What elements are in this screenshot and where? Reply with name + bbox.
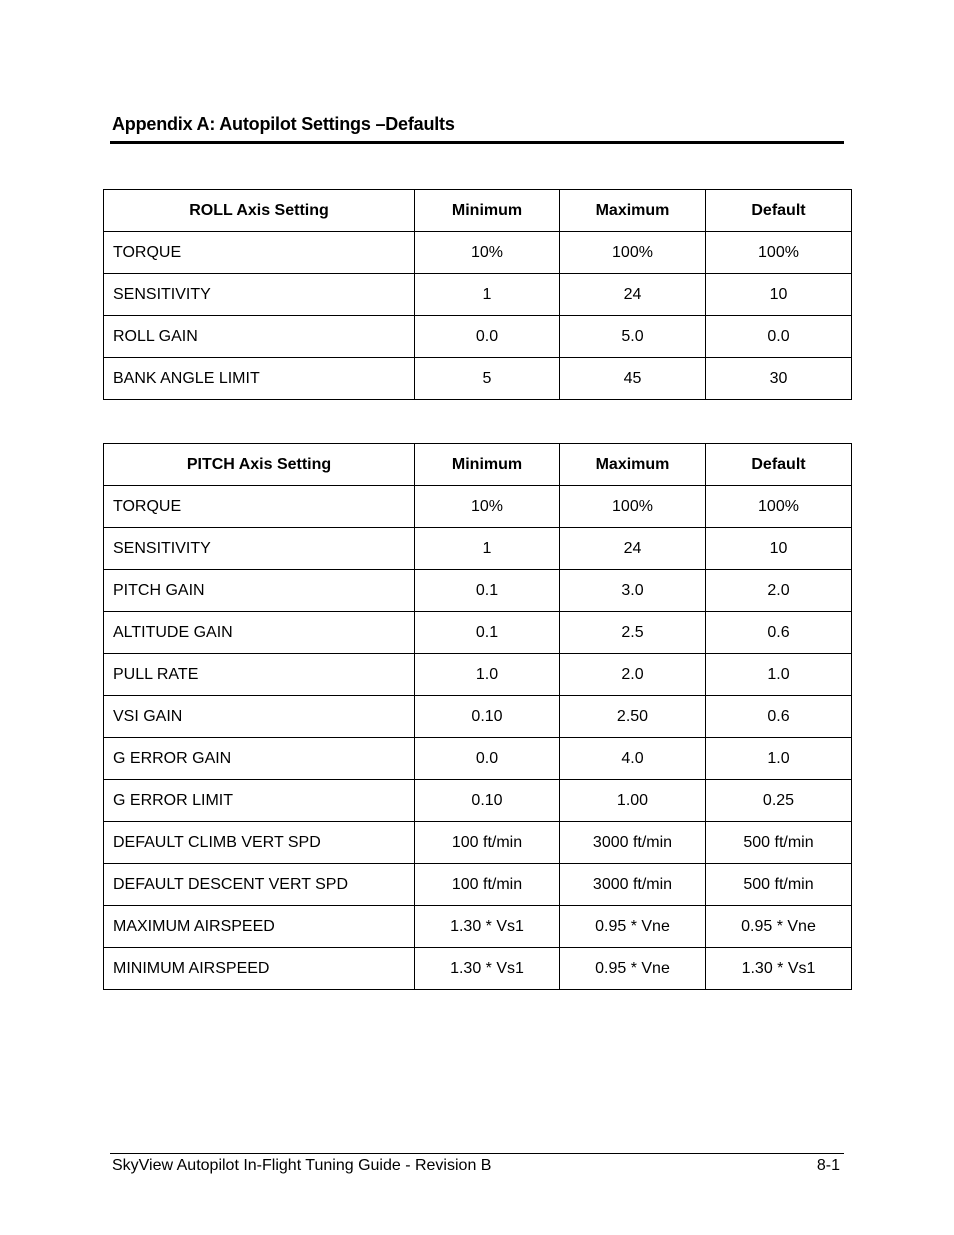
maximum-value: 2.0 — [560, 654, 706, 696]
minimum-value: 0.0 — [415, 738, 560, 780]
maximum-value: 24 — [560, 528, 706, 570]
minimum-value: 0.1 — [415, 612, 560, 654]
page-heading: Appendix A: Autopilot Settings –Defaults — [112, 114, 455, 134]
default-value: 1.0 — [706, 738, 852, 780]
setting-name: G ERROR GAIN — [104, 738, 415, 780]
table-row — [104, 612, 852, 654]
setting-name: MINIMUM AIRSPEED — [104, 948, 415, 990]
minimum-value: 0.10 — [415, 696, 560, 738]
table-row — [104, 274, 852, 316]
setting-name: DEFAULT DESCENT VERT SPD — [104, 864, 415, 906]
setting-name: G ERROR LIMIT — [104, 780, 415, 822]
table-row — [104, 654, 852, 696]
minimum-value: 0.0 — [415, 316, 560, 358]
default-value: 100% — [706, 232, 852, 274]
table-row — [104, 528, 852, 570]
setting-name: ROLL GAIN — [104, 316, 415, 358]
maximum-value: 0.95 * Vne — [560, 948, 706, 990]
table-header-row — [104, 444, 852, 486]
column-header-setting: ROLL Axis Setting — [104, 190, 415, 232]
minimum-value: 0.1 — [415, 570, 560, 612]
footer-divider — [110, 1153, 844, 1154]
setting-name: SENSITIVITY — [104, 528, 415, 570]
table-header-row — [104, 190, 852, 232]
minimum-value: 1 — [415, 528, 560, 570]
default-value: 500 ft/min — [706, 822, 852, 864]
setting-name: TORQUE — [104, 232, 415, 274]
table-row — [104, 948, 852, 990]
default-value: 0.95 * Vne — [706, 906, 852, 948]
default-value: 0.0 — [706, 316, 852, 358]
maximum-value: 3000 ft/min — [560, 822, 706, 864]
table-row — [104, 822, 852, 864]
minimum-value: 1.30 * Vs1 — [415, 906, 560, 948]
minimum-value: 0.10 — [415, 780, 560, 822]
default-value: 0.6 — [706, 612, 852, 654]
setting-name: TORQUE — [104, 486, 415, 528]
maximum-value: 3.0 — [560, 570, 706, 612]
setting-name: PITCH GAIN — [104, 570, 415, 612]
default-value: 10 — [706, 528, 852, 570]
default-value: 0.6 — [706, 696, 852, 738]
column-header-default: Default — [706, 444, 852, 486]
column-header-default: Default — [706, 190, 852, 232]
column-header-maximum: Maximum — [560, 444, 706, 486]
maximum-value: 4.0 — [560, 738, 706, 780]
table-row — [104, 316, 852, 358]
table-row — [104, 232, 852, 274]
minimum-value: 10% — [415, 486, 560, 528]
table-row — [104, 570, 852, 612]
maximum-value: 24 — [560, 274, 706, 316]
table-row — [104, 780, 852, 822]
maximum-value: 100% — [560, 486, 706, 528]
table-row — [104, 738, 852, 780]
column-header-setting: PITCH Axis Setting — [104, 444, 415, 486]
table-row — [104, 358, 852, 400]
maximum-value: 5.0 — [560, 316, 706, 358]
default-value: 1.30 * Vs1 — [706, 948, 852, 990]
default-value: 30 — [706, 358, 852, 400]
setting-name: DEFAULT CLIMB VERT SPD — [104, 822, 415, 864]
column-header-minimum: Minimum — [415, 444, 560, 486]
setting-name: ALTITUDE GAIN — [104, 612, 415, 654]
minimum-value: 5 — [415, 358, 560, 400]
minimum-value: 1.0 — [415, 654, 560, 696]
footer-title: SkyView Autopilot In-Flight Tuning Guide - Revision B — [112, 1157, 492, 1174]
setting-name: MAXIMUM AIRSPEED — [104, 906, 415, 948]
setting-name: SENSITIVITY — [104, 274, 415, 316]
maximum-value: 1.00 — [560, 780, 706, 822]
default-value: 10 — [706, 274, 852, 316]
default-value: 2.0 — [706, 570, 852, 612]
roll-settings-table — [103, 189, 852, 400]
minimum-value: 100 ft/min — [415, 822, 560, 864]
heading-underline — [110, 141, 844, 144]
minimum-value: 100 ft/min — [415, 864, 560, 906]
column-header-minimum: Minimum — [415, 190, 560, 232]
table-row — [104, 486, 852, 528]
table-row — [104, 864, 852, 906]
default-value: 0.25 — [706, 780, 852, 822]
default-value: 500 ft/min — [706, 864, 852, 906]
table-row — [104, 906, 852, 948]
maximum-value: 45 — [560, 358, 706, 400]
default-value: 100% — [706, 486, 852, 528]
minimum-value: 10% — [415, 232, 560, 274]
default-value: 1.0 — [706, 654, 852, 696]
setting-name: PULL RATE — [104, 654, 415, 696]
setting-name: VSI GAIN — [104, 696, 415, 738]
maximum-value: 100% — [560, 232, 706, 274]
maximum-value: 2.50 — [560, 696, 706, 738]
minimum-value: 1.30 * Vs1 — [415, 948, 560, 990]
pitch-settings-table — [103, 443, 852, 990]
minimum-value: 1 — [415, 274, 560, 316]
setting-name: BANK ANGLE LIMIT — [104, 358, 415, 400]
column-header-maximum: Maximum — [560, 190, 706, 232]
maximum-value: 2.5 — [560, 612, 706, 654]
maximum-value: 0.95 * Vne — [560, 906, 706, 948]
maximum-value: 3000 ft/min — [560, 864, 706, 906]
page-number: 8-1 — [816, 1157, 840, 1174]
table-row — [104, 696, 852, 738]
